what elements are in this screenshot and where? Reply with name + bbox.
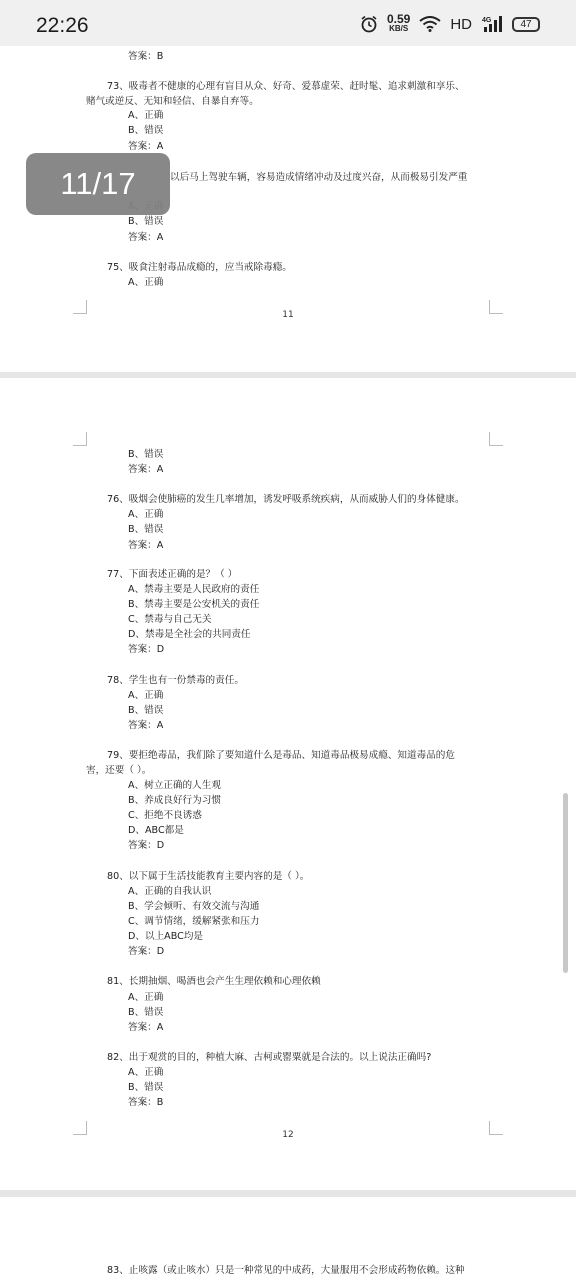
wifi-icon: [419, 16, 441, 32]
network-speed-value: 0.59: [386, 12, 411, 26]
option-a: A、正确: [128, 110, 164, 121]
battery-icon: 47: [512, 17, 540, 32]
answer-line: 答案：A: [128, 540, 164, 551]
option-b: B、养成良好行为习惯: [128, 795, 221, 806]
option-b: B、错误: [128, 705, 164, 716]
question-75: 75、吸食注射毒品成瘾的，应当戒除毒瘾。: [107, 262, 292, 273]
status-bar: [0, 0, 576, 46]
option-b: B、错误: [128, 449, 164, 460]
question-78: 78、学生也有一份禁毒的责任。: [107, 675, 244, 686]
question-80: 80、以下属于生活技能教育主要内容的是（ ）。: [107, 871, 310, 882]
network-speed-unit: KB/S: [389, 24, 409, 33]
network-speed: [386, 12, 411, 33]
page-corner-mark: [73, 432, 87, 446]
question-82: 82、出于观赏的目的，种植大麻、古柯或罂粟就是合法的。以上说法正确吗?: [107, 1052, 432, 1063]
option-d: D、禁毒是全社会的共同责任: [128, 629, 251, 640]
option-b: B、错误: [128, 216, 164, 227]
page-indicator: 11/17: [26, 153, 170, 215]
question-79-cont: 害，还要（ ）。: [86, 765, 152, 776]
option-b: B、禁毒主要是公安机关的责任: [128, 599, 260, 610]
question-79: 79、要拒绝毒品，我们除了要知道什么是毒品、知道毒品极易成瘾、知道毒品的危: [107, 750, 455, 761]
option-d: D、ABC都是: [128, 825, 184, 836]
option-a: A、禁毒主要是人民政府的责任: [128, 584, 260, 595]
option-a: A、正确: [128, 992, 164, 1003]
option-b: B、学会倾听、有效交流与沟通: [128, 901, 260, 912]
document-page-12: [0, 378, 576, 1190]
answer-line: 答案：D: [128, 946, 165, 957]
option-a: A、树立正确的人生观: [128, 780, 221, 791]
option-c: C、禁毒与自己无关: [128, 614, 212, 625]
option-d: D、以上ABC均是: [128, 931, 204, 942]
hd-indicator: HD: [450, 15, 472, 33]
question-74: 以后马上驾驶车辆，容易造成情绪冲动及过度兴奋，从而极易引发严重: [170, 172, 468, 183]
question-77: 77、下面表述正确的是？（ ）: [107, 569, 238, 580]
page-corner-mark: [489, 432, 503, 446]
answer-line: 答案：A: [128, 141, 164, 152]
signal-icon: [481, 15, 503, 33]
answer-line: 答案：D: [128, 840, 165, 851]
option-a: A、正确: [128, 277, 164, 288]
option-a: A、正确: [128, 690, 164, 701]
alarm-clock-icon: [360, 15, 378, 33]
option-b: B、错误: [128, 1082, 164, 1093]
question-76: 76、吸烟会使肺癌的发生几率增加，诱发呼吸系统疾病，从而威胁人们的身体健康。: [107, 494, 465, 505]
page-number: 11: [282, 310, 294, 320]
answer-line: 答案：D: [128, 644, 165, 655]
option-a: A、正确: [128, 509, 164, 520]
option-a: A、正确的自我认识: [128, 886, 212, 897]
option-b: B、错误: [128, 524, 164, 535]
option-b: B、错误: [128, 1007, 164, 1018]
answer-line: 答案：A: [128, 1022, 164, 1033]
question-73-cont: 赌气或逆反、无知和轻信、自暴自弃等。: [86, 96, 259, 107]
scrollbar-thumb[interactable]: [563, 793, 568, 973]
question-73: 73、吸毒者不健康的心理有盲目从众、好奇、爱慕虚荣、赶时髦、追求刺激和享乐、: [107, 81, 465, 92]
network-type-label: 4G: [482, 17, 492, 24]
status-time: 22:26: [36, 14, 89, 37]
answer-line: 答案：A: [128, 232, 164, 243]
page-number: 12: [282, 1130, 294, 1140]
document-page-13: [0, 1197, 576, 1280]
answer-line: 答案：A: [128, 464, 164, 475]
answer-line: 答案：A: [128, 720, 164, 731]
question-83: 83、止咳露（或止咳水）只是一种常见的中成药，大量服用不会形成药物依赖。这种: [107, 1265, 465, 1276]
option-c: C、拒绝不良诱惑: [128, 810, 202, 821]
option-a: A、正确: [128, 1067, 164, 1078]
answer-line: 答案：B: [128, 51, 164, 62]
option-c: C、调节情绪，缓解紧张和压力: [128, 916, 260, 927]
option-b: B、错误: [128, 125, 164, 136]
question-81: 81、长期抽烟、喝酒也会产生生理依赖和心理依赖: [107, 976, 321, 987]
answer-line: 答案：B: [128, 1097, 164, 1108]
status-icons: [360, 12, 540, 33]
